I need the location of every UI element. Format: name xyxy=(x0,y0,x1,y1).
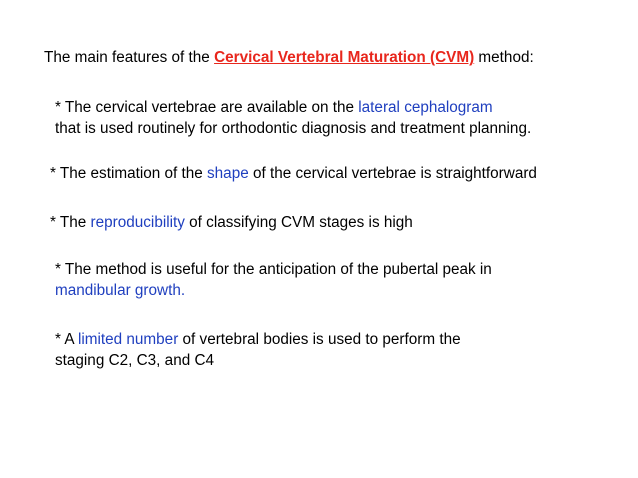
highlight-limited-number: limited number xyxy=(77,331,179,348)
heading-suffix: method: xyxy=(474,49,534,66)
highlight-lateral-cephalogram: lateral cephalogram xyxy=(358,99,493,116)
heading-prefix: The main features of the xyxy=(44,49,215,66)
bullet-1-line-2 xyxy=(55,118,531,139)
bullet-text: staging C2, C3, and C4 xyxy=(55,352,215,369)
bullet-text: * The cervical vertebrae are available on the xyxy=(55,99,359,116)
bullet-text: of the cervical vertebrae is straightforward xyxy=(248,165,537,182)
bullet-4-line-2 xyxy=(55,280,185,301)
bullet-text: * A xyxy=(55,331,78,348)
bullet-text: of classifying CVM stages is high xyxy=(184,214,413,231)
heading-highlight-cvm: Cervical Vertebral Maturation (CVM) xyxy=(214,49,475,66)
bullet-text: * The xyxy=(50,214,91,231)
bullet-text: that is used routinely for orthodontic diagnosis and treatment planning. xyxy=(55,120,532,137)
bullet-text: of vertebral bodies is used to perform the xyxy=(178,331,461,348)
bullet-1-line-1 xyxy=(55,97,493,118)
highlight-reproducibility: reproducibility xyxy=(90,214,185,231)
highlight-mandibular-growth: mandibular growth. xyxy=(55,282,186,299)
bullet-2 xyxy=(50,163,537,184)
bullet-text: * The estimation of the xyxy=(50,165,208,182)
slide-heading xyxy=(44,47,534,68)
highlight-shape: shape xyxy=(207,165,249,182)
bullet-text: * The method is useful for the anticipation of the pubertal peak in xyxy=(55,261,492,278)
bullet-4-line-1 xyxy=(55,259,492,280)
bullet-3 xyxy=(50,212,413,233)
bullet-5-line-1 xyxy=(55,329,461,350)
bullet-5-line-2 xyxy=(55,350,214,371)
